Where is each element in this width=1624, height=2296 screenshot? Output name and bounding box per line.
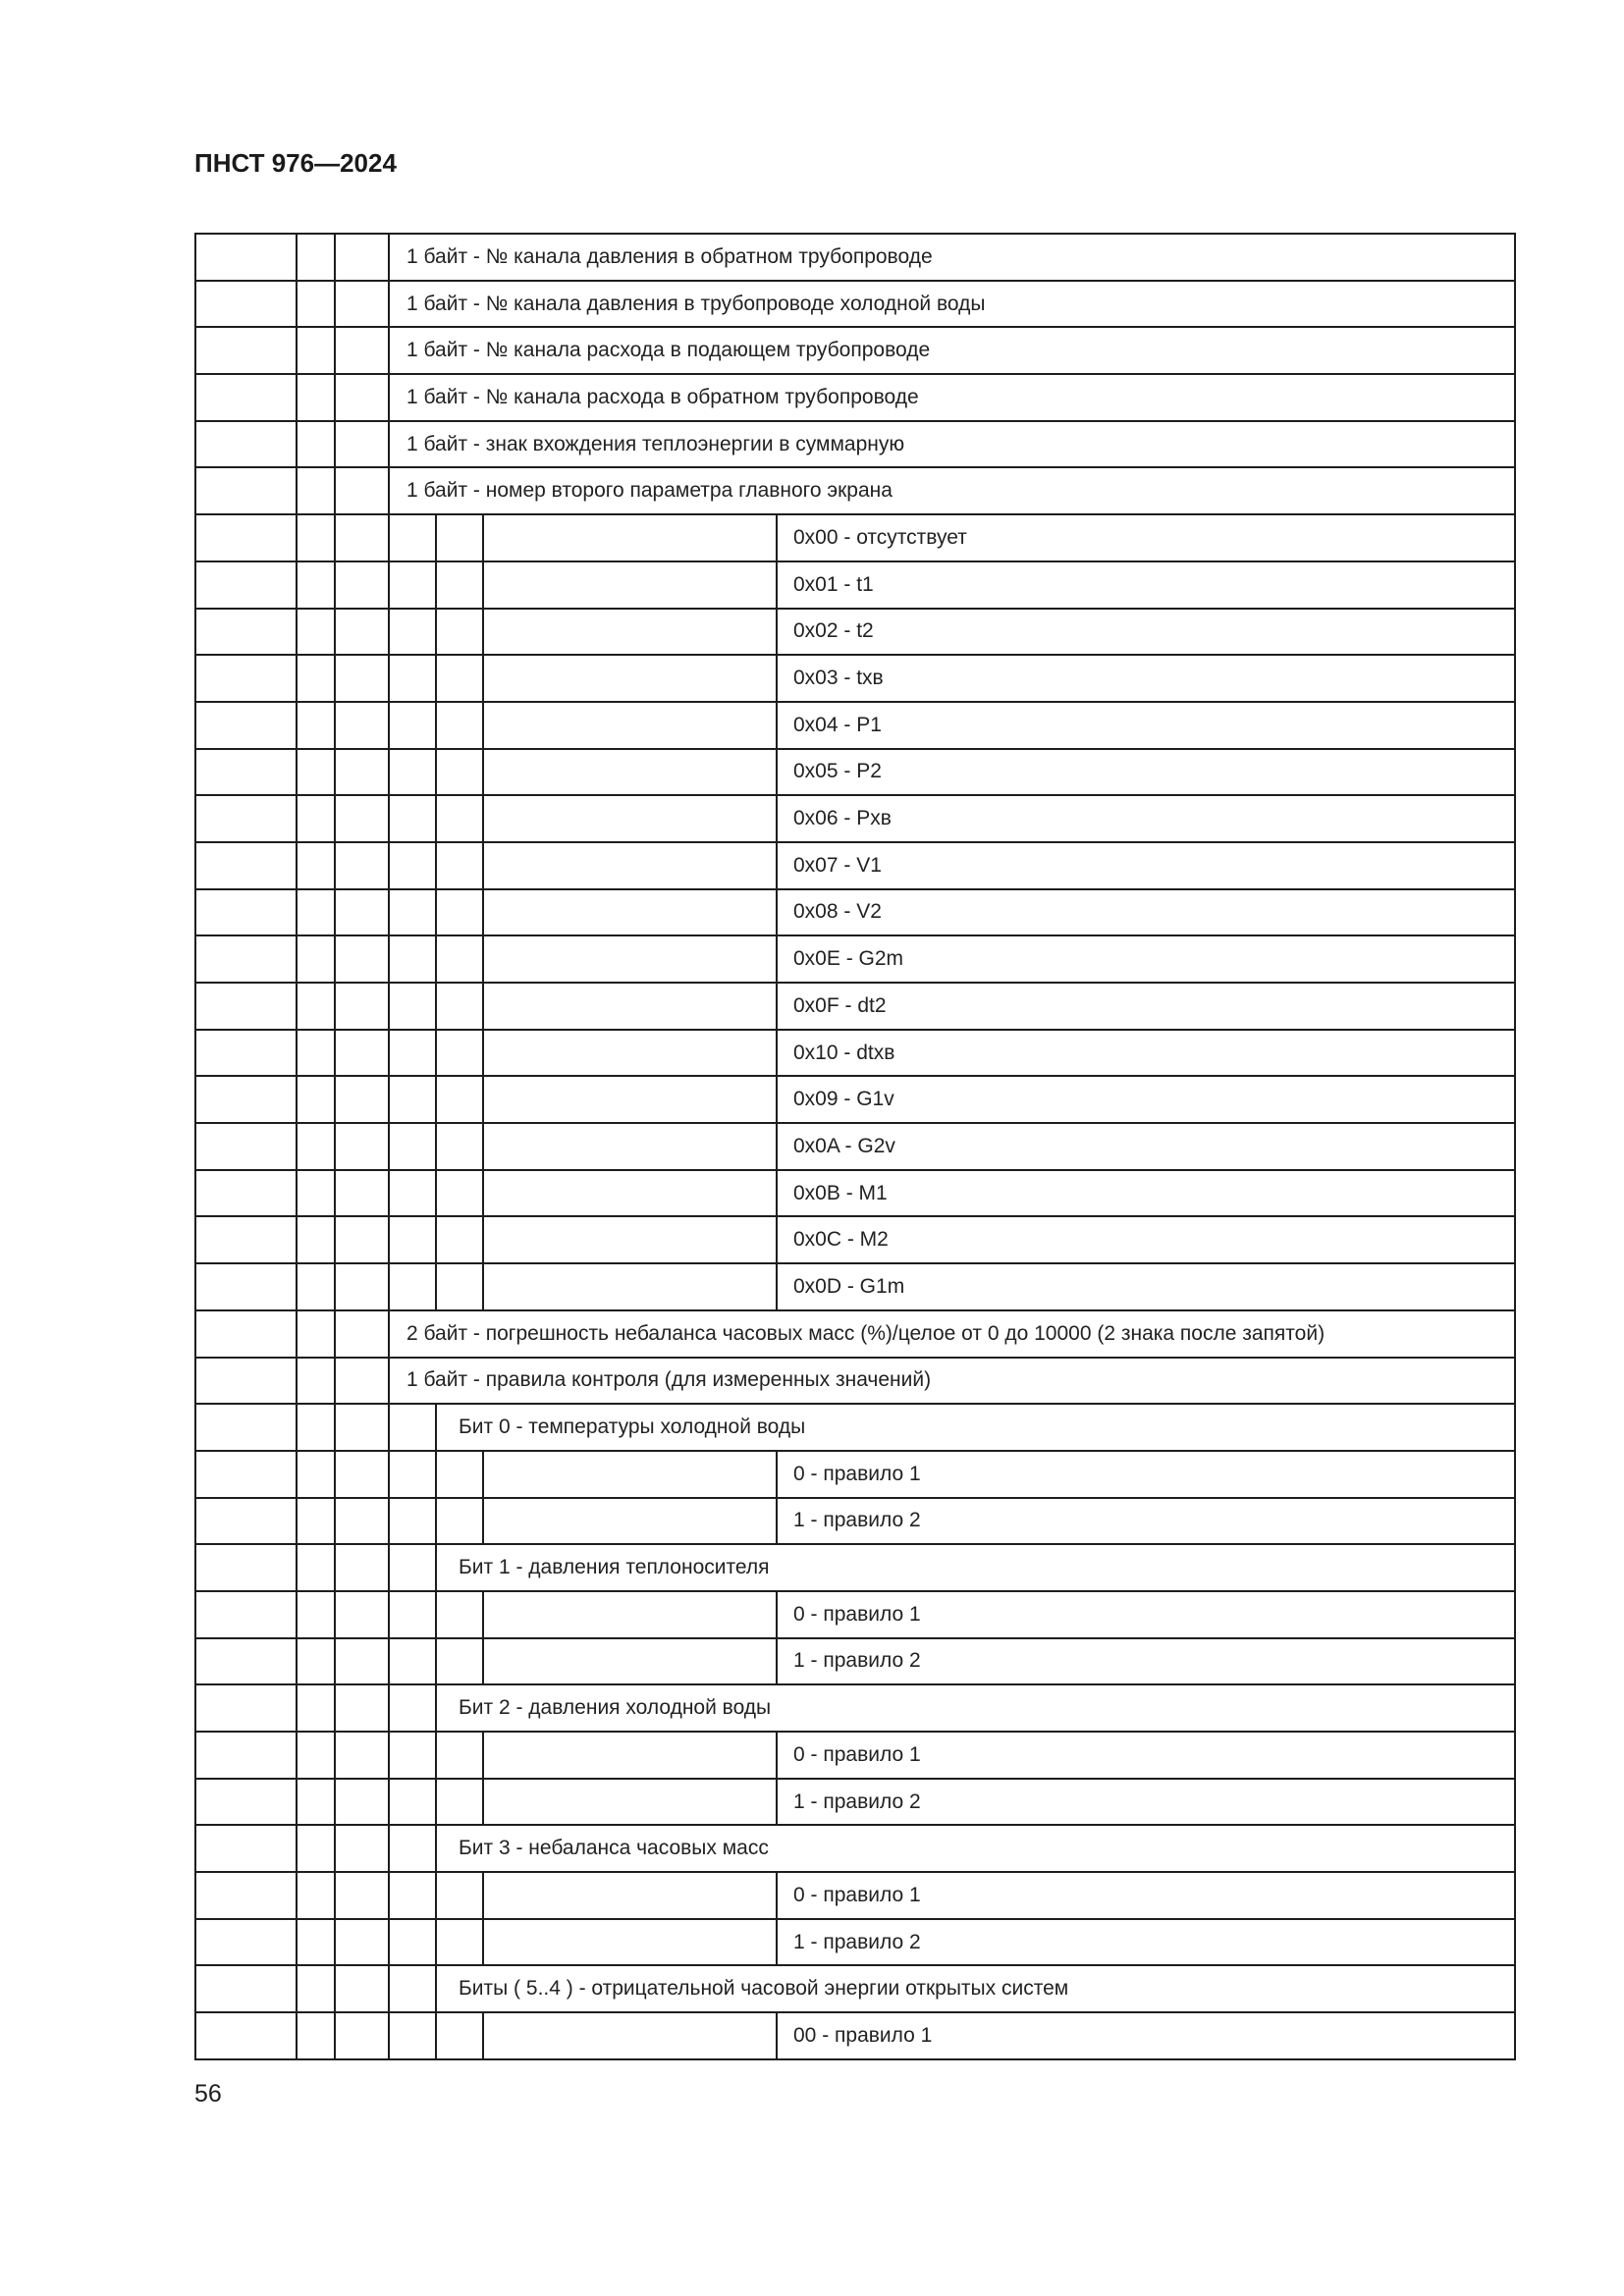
empty-cell: [335, 935, 389, 983]
empty-cell: [297, 1030, 335, 1077]
empty-cell: [335, 281, 389, 328]
empty-cell: [195, 1170, 297, 1217]
empty-cell: [195, 421, 297, 468]
empty-cell: [297, 374, 335, 421]
option-cell: 0 - правило 1: [777, 1732, 1515, 1779]
option-cell: 0x07 - V1: [777, 842, 1515, 889]
empty-cell: [483, 1872, 777, 1919]
empty-cell: [297, 327, 335, 374]
empty-cell: [436, 1451, 483, 1498]
option-cell: 0x10 - dtхв: [777, 1030, 1515, 1077]
empty-cell: [483, 702, 777, 749]
empty-cell: [389, 2012, 436, 2059]
empty-cell: [335, 1919, 389, 1966]
empty-cell: [483, 655, 777, 702]
empty-cell: [297, 935, 335, 983]
empty-cell: [389, 1684, 436, 1732]
empty-cell: [483, 1170, 777, 1217]
table-row: [195, 1216, 1515, 1263]
empty-cell: [483, 1919, 777, 1966]
empty-cell: [195, 1404, 297, 1451]
empty-cell: [297, 234, 335, 281]
empty-cell: [335, 1684, 389, 1732]
empty-cell: [335, 1498, 389, 1545]
empty-cell: [195, 795, 297, 842]
empty-cell: [436, 842, 483, 889]
empty-cell: [389, 1872, 436, 1919]
empty-cell: [335, 1825, 389, 1872]
empty-cell: [436, 1216, 483, 1263]
empty-cell: [195, 1310, 297, 1358]
field-cell: 1 байт - № канала расхода в подающем трубопроводе: [389, 327, 1515, 374]
empty-cell: [335, 1779, 389, 1826]
table-row: [195, 2012, 1515, 2059]
field-cell: 1 байт - № канала давления в обратном трубопроводе: [389, 234, 1515, 281]
table-row: [195, 561, 1515, 609]
empty-cell: [389, 1779, 436, 1826]
table-row: [195, 1732, 1515, 1779]
empty-cell: [335, 1732, 389, 1779]
option-cell: 0x0B - M1: [777, 1170, 1515, 1217]
table-row: [195, 1263, 1515, 1310]
empty-cell: [297, 1123, 335, 1170]
empty-cell: [297, 1591, 335, 1638]
option-cell: 0x02 - t2: [777, 609, 1515, 656]
empty-cell: [436, 1872, 483, 1919]
empty-cell: [436, 1591, 483, 1638]
empty-cell: [335, 374, 389, 421]
empty-cell: [436, 795, 483, 842]
empty-cell: [195, 1638, 297, 1685]
empty-cell: [483, 1263, 777, 1310]
empty-cell: [436, 1638, 483, 1685]
empty-cell: [195, 327, 297, 374]
empty-cell: [436, 561, 483, 609]
empty-cell: [195, 655, 297, 702]
empty-cell: [195, 609, 297, 656]
empty-cell: [195, 1216, 297, 1263]
table-row: [195, 1123, 1515, 1170]
empty-cell: [195, 1919, 297, 1966]
specification-table: [194, 233, 1516, 2060]
empty-cell: [335, 1451, 389, 1498]
table-row: [195, 1404, 1515, 1451]
empty-cell: [297, 749, 335, 796]
empty-cell: [436, 1779, 483, 1826]
bit-cell: Бит 0 - температуры холодной воды: [436, 1404, 1515, 1451]
table-row: [195, 609, 1515, 656]
option-cell: 0x09 - G1v: [777, 1076, 1515, 1123]
field-cell: 1 байт - № канала давления в трубопроводе холодной воды: [389, 281, 1515, 328]
table-row: [195, 842, 1515, 889]
field-cell: 2 байт - погрешность небаланса часовых масс (%)/целое от 0 до 10000 (2 знака после запятой): [389, 1310, 1515, 1358]
option-cell: 0x0C - M2: [777, 1216, 1515, 1263]
table-row: [195, 1825, 1515, 1872]
table-row: [195, 795, 1515, 842]
empty-cell: [195, 1123, 297, 1170]
empty-cell: [436, 1170, 483, 1217]
table-row: [195, 935, 1515, 983]
empty-cell: [297, 1498, 335, 1545]
empty-cell: [195, 749, 297, 796]
option-cell: 0x0F - dt2: [777, 983, 1515, 1030]
empty-cell: [335, 702, 389, 749]
empty-cell: [389, 1498, 436, 1545]
table-row: [195, 1779, 1515, 1826]
empty-cell: [297, 1872, 335, 1919]
empty-cell: [297, 655, 335, 702]
table-row: [195, 1358, 1515, 1405]
empty-cell: [436, 935, 483, 983]
empty-cell: [297, 1732, 335, 1779]
option-cell: 0x05 - P2: [777, 749, 1515, 796]
empty-cell: [436, 1919, 483, 1966]
empty-cell: [297, 467, 335, 514]
empty-cell: [297, 842, 335, 889]
empty-cell: [297, 1825, 335, 1872]
page-number: 56: [194, 2080, 222, 2108]
option-cell: 0x06 - Pхв: [777, 795, 1515, 842]
empty-cell: [436, 655, 483, 702]
empty-cell: [335, 749, 389, 796]
empty-cell: [195, 1591, 297, 1638]
empty-cell: [483, 609, 777, 656]
empty-cell: [389, 1544, 436, 1591]
empty-cell: [195, 2012, 297, 2059]
option-cell: 0x0D - G1m: [777, 1263, 1515, 1310]
empty-cell: [297, 1170, 335, 1217]
empty-cell: [335, 1030, 389, 1077]
option-cell: 0x08 - V2: [777, 889, 1515, 936]
empty-cell: [335, 795, 389, 842]
empty-cell: [335, 889, 389, 936]
empty-cell: [483, 935, 777, 983]
table-row: [195, 1076, 1515, 1123]
empty-cell: [483, 561, 777, 609]
empty-cell: [389, 1263, 436, 1310]
empty-cell: [389, 655, 436, 702]
empty-cell: [389, 514, 436, 561]
empty-cell: [297, 514, 335, 561]
table-row: [195, 1310, 1515, 1358]
table-row: [195, 749, 1515, 796]
empty-cell: [483, 2012, 777, 2059]
empty-cell: [335, 1076, 389, 1123]
empty-cell: [297, 1919, 335, 1966]
empty-cell: [335, 983, 389, 1030]
empty-cell: [389, 749, 436, 796]
empty-cell: [436, 1076, 483, 1123]
empty-cell: [483, 749, 777, 796]
empty-cell: [297, 1358, 335, 1405]
table-row: [195, 514, 1515, 561]
empty-cell: [483, 1030, 777, 1077]
empty-cell: [297, 889, 335, 936]
table-row: [195, 1451, 1515, 1498]
empty-cell: [389, 842, 436, 889]
empty-cell: [335, 234, 389, 281]
empty-cell: [436, 1498, 483, 1545]
table-row: [195, 1498, 1515, 1545]
empty-cell: [335, 561, 389, 609]
field-cell: 1 байт - номер второго параметра главного экрана: [389, 467, 1515, 514]
empty-cell: [436, 889, 483, 936]
empty-cell: [195, 467, 297, 514]
empty-cell: [389, 795, 436, 842]
empty-cell: [297, 281, 335, 328]
empty-cell: [195, 1965, 297, 2012]
option-cell: 0 - правило 1: [777, 1872, 1515, 1919]
empty-cell: [195, 1825, 297, 1872]
empty-cell: [335, 2012, 389, 2059]
empty-cell: [436, 1732, 483, 1779]
empty-cell: [483, 1216, 777, 1263]
empty-cell: [195, 983, 297, 1030]
option-cell: 1 - правило 2: [777, 1498, 1515, 1545]
empty-cell: [195, 1451, 297, 1498]
table-row: [195, 983, 1515, 1030]
empty-cell: [297, 1263, 335, 1310]
empty-cell: [436, 749, 483, 796]
field-cell: 1 байт - знак вхождения теплоэнергии в суммарную: [389, 421, 1515, 468]
empty-cell: [483, 889, 777, 936]
table-row: [195, 467, 1515, 514]
empty-cell: [297, 1638, 335, 1685]
empty-cell: [335, 609, 389, 656]
empty-cell: [389, 889, 436, 936]
empty-cell: [195, 281, 297, 328]
empty-cell: [335, 655, 389, 702]
table-row: [195, 1638, 1515, 1685]
empty-cell: [297, 1779, 335, 1826]
table-row: [195, 1544, 1515, 1591]
empty-cell: [335, 1263, 389, 1310]
empty-cell: [389, 1638, 436, 1685]
empty-cell: [195, 935, 297, 983]
table-row: [195, 1684, 1515, 1732]
empty-cell: [297, 609, 335, 656]
empty-cell: [195, 1498, 297, 1545]
empty-cell: [297, 2012, 335, 2059]
option-cell: 0x0A - G2v: [777, 1123, 1515, 1170]
empty-cell: [297, 421, 335, 468]
empty-cell: [195, 1732, 297, 1779]
empty-cell: [483, 1638, 777, 1685]
empty-cell: [483, 842, 777, 889]
empty-cell: [389, 1965, 436, 2012]
empty-cell: [389, 935, 436, 983]
empty-cell: [483, 983, 777, 1030]
empty-cell: [335, 467, 389, 514]
empty-cell: [389, 1451, 436, 1498]
option-cell: 00 - правило 1: [777, 2012, 1515, 2059]
table-row: [195, 889, 1515, 936]
empty-cell: [389, 1076, 436, 1123]
table-row: [195, 281, 1515, 328]
table-row: [195, 234, 1515, 281]
empty-cell: [335, 1872, 389, 1919]
empty-cell: [483, 514, 777, 561]
empty-cell: [436, 514, 483, 561]
empty-cell: [389, 1216, 436, 1263]
empty-cell: [483, 795, 777, 842]
empty-cell: [195, 1263, 297, 1310]
table-row: [195, 374, 1515, 421]
table-row: [195, 327, 1515, 374]
empty-cell: [335, 1638, 389, 1685]
empty-cell: [389, 983, 436, 1030]
empty-cell: [389, 609, 436, 656]
empty-cell: [335, 421, 389, 468]
empty-cell: [297, 561, 335, 609]
empty-cell: [389, 1404, 436, 1451]
table-row: [195, 421, 1515, 468]
empty-cell: [195, 889, 297, 936]
empty-cell: [483, 1451, 777, 1498]
empty-cell: [335, 1310, 389, 1358]
empty-cell: [195, 374, 297, 421]
empty-cell: [335, 1591, 389, 1638]
empty-cell: [195, 1779, 297, 1826]
document-header: ПНСТ 976—2024: [194, 148, 397, 178]
option-cell: 0x0E - G2m: [777, 935, 1515, 983]
empty-cell: [195, 1684, 297, 1732]
empty-cell: [335, 842, 389, 889]
option-cell: 0 - правило 1: [777, 1451, 1515, 1498]
empty-cell: [195, 234, 297, 281]
empty-cell: [436, 1030, 483, 1077]
empty-cell: [389, 1123, 436, 1170]
empty-cell: [436, 2012, 483, 2059]
empty-cell: [335, 1965, 389, 2012]
empty-cell: [389, 1170, 436, 1217]
table-row: [195, 1030, 1515, 1077]
empty-cell: [195, 561, 297, 609]
empty-cell: [297, 1684, 335, 1732]
empty-cell: [389, 1919, 436, 1966]
option-cell: 0x03 - tхв: [777, 655, 1515, 702]
table-row: [195, 655, 1515, 702]
empty-cell: [195, 1358, 297, 1405]
empty-cell: [483, 1732, 777, 1779]
empty-cell: [297, 1310, 335, 1358]
empty-cell: [335, 1358, 389, 1405]
empty-cell: [483, 1076, 777, 1123]
option-cell: 0 - правило 1: [777, 1591, 1515, 1638]
empty-cell: [436, 609, 483, 656]
empty-cell: [335, 327, 389, 374]
empty-cell: [389, 1030, 436, 1077]
field-cell: 1 байт - № канала расхода в обратном трубопроводе: [389, 374, 1515, 421]
empty-cell: [195, 1872, 297, 1919]
empty-cell: [335, 1170, 389, 1217]
empty-cell: [297, 795, 335, 842]
table-row: [195, 1919, 1515, 1966]
option-cell: 0x01 - t1: [777, 561, 1515, 609]
empty-cell: [297, 1544, 335, 1591]
table-row: [195, 1591, 1515, 1638]
empty-cell: [195, 1076, 297, 1123]
empty-cell: [483, 1591, 777, 1638]
bit-cell: Бит 3 - небаланса часовых масс: [436, 1825, 1515, 1872]
table-row: [195, 1170, 1515, 1217]
empty-cell: [297, 1076, 335, 1123]
empty-cell: [195, 1030, 297, 1077]
bit-cell: Бит 2 - давления холодной воды: [436, 1684, 1515, 1732]
empty-cell: [389, 1591, 436, 1638]
empty-cell: [436, 702, 483, 749]
empty-cell: [297, 702, 335, 749]
option-cell: 1 - правило 2: [777, 1919, 1515, 1966]
table-body: [195, 234, 1515, 2059]
empty-cell: [195, 842, 297, 889]
empty-cell: [335, 514, 389, 561]
empty-cell: [389, 1825, 436, 1872]
empty-cell: [389, 702, 436, 749]
option-cell: 1 - правило 2: [777, 1638, 1515, 1685]
empty-cell: [297, 983, 335, 1030]
option-cell: 1 - правило 2: [777, 1779, 1515, 1826]
table-row: [195, 1872, 1515, 1919]
empty-cell: [195, 1544, 297, 1591]
empty-cell: [436, 1123, 483, 1170]
bit-cell: Бит 1 - давления теплоносителя: [436, 1544, 1515, 1591]
empty-cell: [297, 1965, 335, 2012]
empty-cell: [483, 1498, 777, 1545]
table-row: [195, 1965, 1515, 2012]
empty-cell: [389, 1732, 436, 1779]
empty-cell: [483, 1779, 777, 1826]
empty-cell: [335, 1123, 389, 1170]
empty-cell: [389, 561, 436, 609]
empty-cell: [297, 1404, 335, 1451]
empty-cell: [195, 514, 297, 561]
empty-cell: [436, 983, 483, 1030]
empty-cell: [335, 1404, 389, 1451]
empty-cell: [335, 1544, 389, 1591]
table-row: [195, 702, 1515, 749]
empty-cell: [297, 1216, 335, 1263]
bit-cell: Биты ( 5..4 ) - отрицательной часовой энергии открытых систем: [436, 1965, 1515, 2012]
field-cell: 1 байт - правила контроля (для измеренных значений): [389, 1358, 1515, 1405]
empty-cell: [297, 1451, 335, 1498]
empty-cell: [436, 1263, 483, 1310]
empty-cell: [483, 1123, 777, 1170]
option-cell: 0x00 - отсутствует: [777, 514, 1515, 561]
empty-cell: [195, 702, 297, 749]
option-cell: 0x04 - P1: [777, 702, 1515, 749]
empty-cell: [335, 1216, 389, 1263]
